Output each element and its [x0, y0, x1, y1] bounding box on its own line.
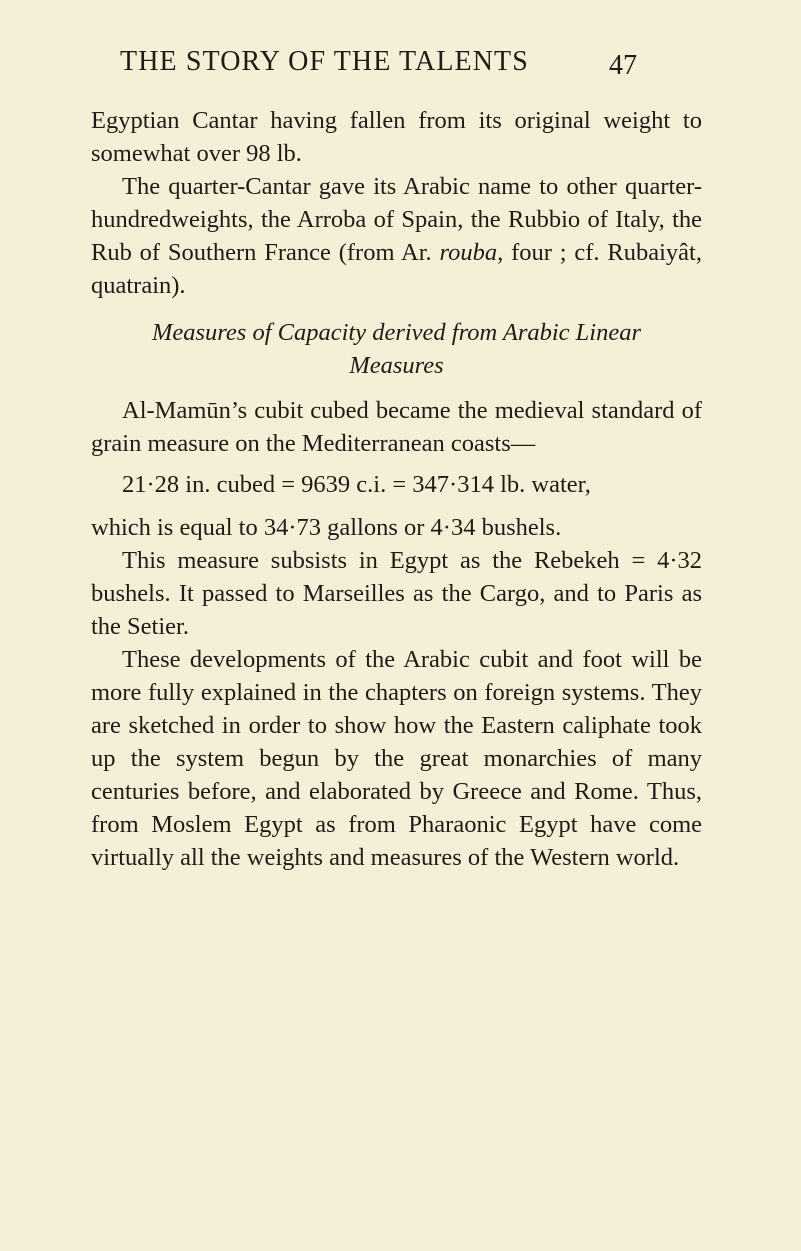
running-title: THE STORY OF THE TALENTS — [120, 46, 529, 77]
section-heading — [91, 316, 702, 382]
paragraph-cantar-weight: Egyptian Cantar having fallen from its original weight to somewhat over 98 lb. — [91, 107, 702, 167]
paragraph-arabic-developments: These developments of the Arabic cubit and foot will be more fully explained in the chapters on foreign systems. They are sketched in order to show how the Eastern caliphate took up the system begun by the great monarchies of many centuries before, and elaborated by Greece and Rome. Thus, from Moslem Egypt as from Pharaonic Egypt have come virtually all the weights and measures of the Western world. — [91, 646, 702, 871]
paragraph-bushel-equivalent: which is equal to 34·73 gallons or 4·34 bushels. — [91, 514, 562, 541]
section-heading-line-2: Measures — [349, 352, 444, 379]
section-heading-line-1: Measures of Capacity derived from Arabic Linear — [151, 319, 642, 346]
paragraph-quarter-cantar-text: The quarter-Cantar gave its Arabic name to other quarter-hundredweights, the Arroba of Spain, the Rubbio of Italy, the Rub of Southern France (from Ar. — [91, 173, 702, 266]
page-number: 47 — [609, 50, 637, 81]
paragraph-rebekeh: This measure subsists in Egypt as the Rebekeh = 4·32 bushels. It passed to Marseilles as the Cargo, and to Paris as the Setier. — [91, 547, 702, 640]
page-header — [0, 46, 801, 82]
measurement-formula: 21·28 in. cubed = 9639 c.i. = 347·314 lb. water, — [122, 471, 591, 498]
paragraph-cubit-cubed: Al-Mamūn’s cubit cubed became the medieval standard of grain measure on the Mediterranean coasts— — [91, 397, 702, 457]
text-body — [91, 104, 702, 874]
paragraph-quarter-cantar-ending: four ; cf. Rubaiyât, quatrain). — [91, 239, 702, 299]
paragraph-quarter-cantar — [91, 170, 702, 302]
italic-term-rouba: rouba, — [439, 239, 504, 266]
